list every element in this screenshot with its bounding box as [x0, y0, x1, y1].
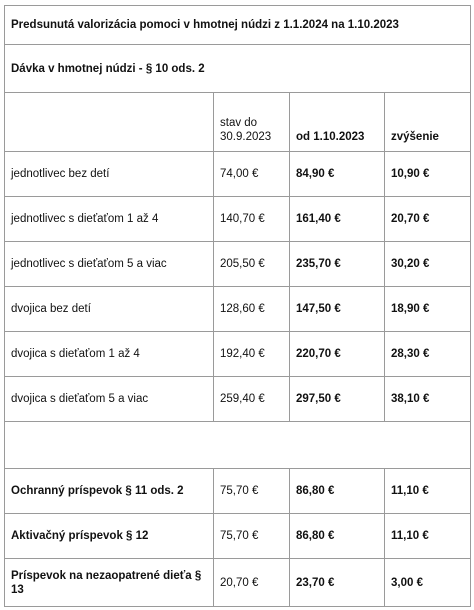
table-row: [5, 287, 471, 332]
row-increase: 28,30 €: [385, 332, 471, 377]
table-row: [5, 332, 471, 377]
row-increase: 10,90 €: [385, 152, 471, 197]
row-label: dvojica s dieťaťom 5 a viac: [5, 377, 214, 422]
row-after: 23,70 €: [290, 559, 385, 607]
row-before: 75,70 €: [214, 469, 290, 514]
spacer-cell: [5, 422, 471, 469]
row-before: 75,70 €: [214, 514, 290, 559]
spacer-row: [5, 422, 471, 469]
row-before: 259,40 €: [214, 377, 290, 422]
row-label: dvojica s dieťaťom 1 až 4: [5, 332, 214, 377]
row-label: jednotlivec s dieťaťom 1 až 4: [5, 197, 214, 242]
row-after: 161,40 €: [290, 197, 385, 242]
row-after: 86,80 €: [290, 469, 385, 514]
section-row: [5, 45, 471, 93]
row-before: 20,70 €: [214, 559, 290, 607]
row-after: 86,80 €: [290, 514, 385, 559]
table-row: [5, 469, 471, 514]
row-increase: 30,20 €: [385, 242, 471, 287]
row-before: 140,70 €: [214, 197, 290, 242]
row-increase: 18,90 €: [385, 287, 471, 332]
row-before: 74,00 €: [214, 152, 290, 197]
row-before: 128,60 €: [214, 287, 290, 332]
row-label: jednotlivec bez detí: [5, 152, 214, 197]
header-increase: zvýšenie: [385, 93, 471, 152]
table-row: [5, 197, 471, 242]
row-label: Ochranný príspevok § 11 ods. 2: [5, 469, 214, 514]
table-row: [5, 377, 471, 422]
row-increase: 11,10 €: [385, 514, 471, 559]
row-after: 84,90 €: [290, 152, 385, 197]
row-label: Príspevok na nezaopatrené dieťa § 13: [5, 559, 214, 607]
table-row: [5, 514, 471, 559]
table-row: [5, 242, 471, 287]
row-increase: 38,10 €: [385, 377, 471, 422]
table-row: [5, 152, 471, 197]
row-before: 205,50 €: [214, 242, 290, 287]
row-increase: 3,00 €: [385, 559, 471, 607]
row-before: 192,40 €: [214, 332, 290, 377]
row-increase: 20,70 €: [385, 197, 471, 242]
row-label: Aktivačný príspevok § 12: [5, 514, 214, 559]
row-after: 220,70 €: [290, 332, 385, 377]
section-heading: Dávka v hmotnej núdzi - § 10 ods. 2: [5, 45, 471, 93]
header-before: stav do 30.9.2023: [214, 93, 290, 152]
header-row: [5, 93, 471, 152]
table-row: [5, 559, 471, 607]
row-after: 147,50 €: [290, 287, 385, 332]
row-after: 235,70 €: [290, 242, 385, 287]
header-empty-cell: [5, 93, 214, 152]
title-row: [5, 6, 471, 45]
valorization-table: [4, 5, 471, 607]
row-label: jednotlivec s dieťaťom 5 a viac: [5, 242, 214, 287]
row-after: 297,50 €: [290, 377, 385, 422]
row-increase: 11,10 €: [385, 469, 471, 514]
header-after: od 1.10.2023: [290, 93, 385, 152]
row-label: dvojica bez detí: [5, 287, 214, 332]
table-title: Predsunutá valorizácia pomoci v hmotnej núdzi z 1.1.2024 na 1.10.2023: [5, 6, 471, 45]
